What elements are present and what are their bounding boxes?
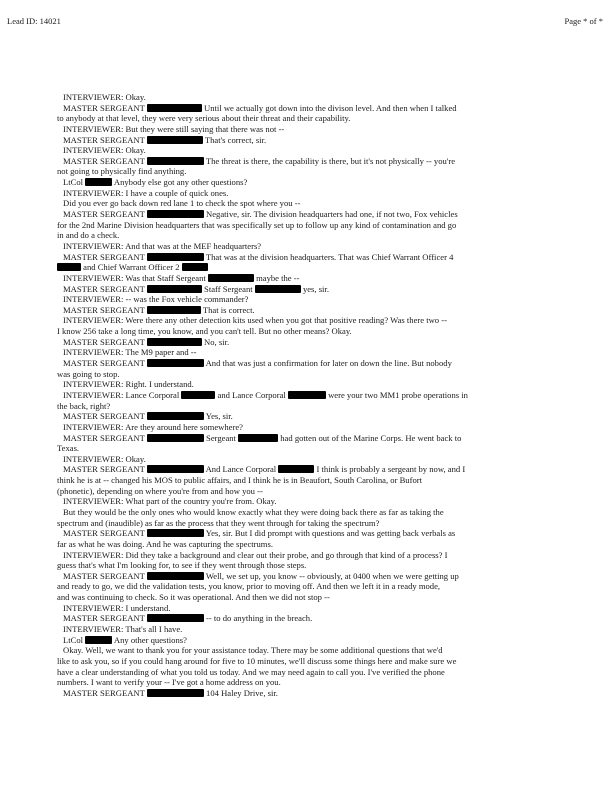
redaction-block — [147, 572, 204, 580]
transcript-line — [57, 443, 601, 454]
transcript-text: like to ask you, so if you could hang around for five to 10 minutes, we'll discuss some things here and make sure we — [57, 655, 457, 666]
transcript-text: Anybody else got any other questions? — [112, 177, 248, 188]
transcript-line — [57, 603, 601, 614]
transcript-text: MASTER SERGEANT — [63, 432, 147, 443]
transcript-text: INTERVIEWER: I understand. — [63, 602, 171, 613]
redaction-block — [147, 359, 204, 367]
transcript-body — [57, 92, 601, 699]
transcript-text: LtCol — [63, 634, 86, 645]
transcript-line — [57, 454, 601, 465]
transcript-text: and Chief Warrant Officer 2 — [81, 262, 182, 273]
transcript-line — [57, 305, 601, 316]
transcript-text: MASTER SERGEANT — [63, 464, 147, 475]
transcript-line — [57, 166, 601, 177]
transcript-text: Until we actually got down into the divison level. And then when I talked — [201, 102, 457, 113]
transcript-text: maybe the -- — [253, 272, 300, 283]
transcript-text: INTERVIEWER: Right. I understand. — [63, 379, 194, 390]
transcript-text: LtCol — [63, 177, 86, 188]
transcript-text: (phonetic), depending on where you're from and how you -- — [57, 485, 263, 496]
transcript-text: not going to physically find anything. — [57, 166, 187, 177]
transcript-text: INTERVIEWER: Lance Corporal — [63, 389, 182, 400]
transcript-text: MASTER SERGEANT — [63, 102, 147, 113]
transcript-text: spectrum and (inaudible) as far as the process that they went through for taking the spectrum? — [57, 517, 380, 528]
redaction-block — [208, 274, 254, 282]
transcript-line — [57, 220, 601, 231]
transcript-text: for the 2nd Marine Division headquarters that was specifically set up to follow up any kind of contamination and go — [57, 219, 457, 230]
redaction-block — [147, 306, 201, 314]
transcript-line — [57, 550, 601, 561]
transcript-line — [57, 135, 601, 146]
transcript-text: to anybody at that level, they were very serious about their threat and their capability. — [57, 113, 351, 124]
transcript-text: MASTER SERGEANT — [63, 304, 147, 315]
transcript-text: MASTER SERGEANT — [63, 528, 147, 539]
transcript-text: And Lance Corporal — [203, 464, 279, 475]
transcript-line — [57, 145, 601, 156]
lead-id-label: Lead ID: 14021 — [7, 16, 61, 26]
transcript-line — [57, 539, 601, 550]
redaction-block — [147, 465, 204, 473]
redaction-block — [147, 338, 202, 346]
transcript-line — [57, 241, 601, 252]
transcript-line — [57, 518, 601, 529]
redaction-block — [85, 636, 112, 644]
transcript-text: I think is probably a sergeant by now, and I — [314, 464, 466, 475]
transcript-text: INTERVIEWER: Okay. — [63, 145, 146, 156]
transcript-text: That's correct, sir. — [202, 134, 267, 145]
transcript-line — [57, 645, 601, 656]
redaction-block — [147, 689, 204, 697]
transcript-text: That is correct. — [200, 304, 255, 315]
transcript-text: MASTER SERGEANT — [63, 358, 147, 369]
transcript-text: INTERVIEWER: The M9 paper and -- — [63, 347, 197, 358]
transcript-line — [57, 315, 601, 326]
transcript-text: INTERVIEWER: Did they take a background and clear out their probe, and go through that kind of a process? I — [63, 549, 448, 560]
redaction-block — [182, 263, 208, 271]
transcript-text: INTERVIEWER: But they were still saying that there was not -- — [63, 123, 285, 134]
transcript-text: Negative, sir. The division headquarters had one, if not two, Fox vehicles — [203, 209, 458, 220]
transcript-text: 104 Haley Drive, sir. — [203, 687, 278, 698]
transcript-text: and was continuing to check. So it was operational. And then we did not stop -- — [57, 592, 330, 603]
transcript-line — [57, 379, 601, 390]
transcript-text: MASTER SERGEANT — [63, 613, 147, 624]
transcript-line — [57, 433, 601, 444]
transcript-line — [57, 209, 601, 220]
redaction-block — [147, 136, 203, 144]
transcript-text: in and do a check. — [57, 230, 120, 241]
transcript-line — [57, 571, 601, 582]
transcript-text: Texas. — [57, 443, 80, 454]
transcript-line — [57, 475, 601, 486]
transcript-line — [57, 496, 601, 507]
transcript-text: MASTER SERGEANT — [63, 155, 147, 166]
transcript-text: Any other questions? — [112, 634, 187, 645]
transcript-line — [57, 422, 601, 433]
redaction-block — [181, 391, 215, 399]
transcript-line — [57, 284, 601, 295]
transcript-text: That was at the division headquarters. That was Chief Warrant Officer 4 — [203, 251, 454, 262]
transcript-line — [57, 294, 601, 305]
transcript-line — [57, 156, 601, 167]
transcript-line — [57, 560, 601, 571]
transcript-text: Yes, sir. — [203, 411, 233, 422]
redaction-block — [147, 253, 204, 261]
transcript-line — [57, 103, 601, 114]
transcript-text: INTERVIEWER: I have a couple of quick ones. — [63, 187, 229, 198]
transcript-text: was going to stop. — [57, 368, 120, 379]
transcript-line — [57, 252, 601, 263]
transcript-text: INTERVIEWER: And that was at the MEF headquarters? — [63, 240, 262, 251]
transcript-line — [57, 528, 601, 539]
transcript-line — [57, 390, 601, 401]
transcript-line — [57, 177, 601, 188]
transcript-text: And that was just a confirmation for later on down the line. But nobody — [203, 358, 452, 369]
transcript-line — [57, 358, 601, 369]
transcript-text: INTERVIEWER: Were there any other detection kits used when you got that positive reading? Was there two -- — [63, 315, 447, 326]
transcript-text: INTERVIEWER: Okay. — [63, 92, 146, 102]
transcript-text: MASTER SERGEANT — [63, 570, 147, 581]
transcript-line — [57, 688, 601, 699]
redaction-block — [147, 104, 202, 112]
transcript-text: MASTER SERGEANT — [63, 251, 147, 262]
transcript-line — [57, 337, 601, 348]
redaction-block — [147, 210, 204, 218]
transcript-text: think he is at -- changed his MOS to public affairs, and I think he is in Beaufort, South Carolina, or Bufort — [57, 475, 423, 486]
redaction-block — [147, 614, 204, 622]
transcript-text: guess that's what I'm looking for, to see if they went through those steps. — [57, 560, 307, 571]
transcript-line — [57, 92, 601, 103]
transcript-line — [57, 507, 601, 518]
redaction-block — [288, 391, 326, 399]
transcript-text: Did you ever go back down red lane 1 to check the spot where you -- — [63, 198, 301, 209]
transcript-text: -- to do anything in the breach. — [203, 613, 313, 624]
transcript-text: Staff Sergeant — [201, 283, 255, 294]
transcript-text: No, sir. — [201, 336, 230, 347]
redaction-block — [147, 434, 204, 442]
transcript-line — [57, 613, 601, 624]
redaction-block — [255, 285, 301, 293]
transcript-line — [57, 230, 601, 241]
transcript-line — [57, 347, 601, 358]
transcript-line — [57, 401, 601, 412]
transcript-text: INTERVIEWER: Was that Staff Sergeant — [63, 272, 208, 283]
transcript-text: had gotten out of the Marine Corps. He went back to — [278, 432, 462, 443]
transcript-text: far as what he was doing. And he was capturing the spectrums. — [57, 538, 273, 549]
transcript-text: MASTER SERGEANT — [63, 209, 147, 220]
transcript-text: MASTER SERGEANT — [63, 687, 147, 698]
redaction-block — [57, 263, 81, 271]
redaction-block — [238, 434, 278, 442]
transcript-text: Okay. Well, we want to thank you for your assistance today. There may be some additional questions that we'd — [63, 645, 443, 656]
transcript-text: and ready to go, we did the validation tests, you know, prior to moving off. And then we left it in a ready mode, — [57, 581, 441, 592]
transcript-line — [57, 262, 601, 273]
transcript-line — [57, 656, 601, 667]
transcript-line — [57, 124, 601, 135]
transcript-line — [57, 113, 601, 124]
transcript-text: I know 256 take a long time, you know, and you can't tell. But no other means? Okay. — [57, 326, 352, 337]
transcript-text: the back, right? — [57, 400, 111, 411]
transcript-text: Yes, sir. But I did prompt with questions and was getting back verbals as — [203, 528, 456, 539]
transcript-text: and Lance Corporal — [215, 389, 288, 400]
redaction-block — [85, 178, 112, 186]
transcript-text: yes, sir. — [300, 283, 329, 294]
transcript-line — [57, 326, 601, 337]
transcript-text: INTERVIEWER: Are they around here somewhere? — [63, 421, 243, 432]
transcript-text: The threat is there, the capability is there, but it's not physically -- you're — [203, 155, 456, 166]
transcript-line — [57, 677, 601, 688]
transcript-text: INTERVIEWER: -- was the Fox vehicle commander? — [63, 294, 249, 305]
transcript-text: MASTER SERGEANT — [63, 283, 147, 294]
redaction-block — [147, 285, 202, 293]
transcript-line — [57, 369, 601, 380]
transcript-line — [57, 667, 601, 678]
transcript-text: INTERVIEWER: That's all I have. — [63, 624, 183, 635]
transcript-line — [57, 581, 601, 592]
transcript-line — [57, 198, 601, 209]
transcript-line — [57, 592, 601, 603]
transcript-text: MASTER SERGEANT — [63, 336, 147, 347]
transcript-line — [57, 464, 601, 475]
transcript-text: INTERVIEWER: Okay. — [63, 453, 146, 464]
transcript-line — [57, 635, 601, 646]
page-number-label: Page * of * — [564, 16, 603, 26]
transcript-text: were your two MM1 probe operations in — [325, 389, 468, 400]
transcript-line — [57, 486, 601, 497]
redaction-block — [147, 412, 204, 420]
transcript-text: Sergeant — [203, 432, 239, 443]
transcript-text: have a clear understanding of what you told us today. And we may need again to call you. I've verified the phone — [57, 666, 445, 677]
transcript-line — [57, 188, 601, 199]
transcript-line — [57, 411, 601, 422]
redaction-block — [278, 465, 314, 473]
redaction-block — [147, 157, 204, 165]
transcript-text: INTERVIEWER: What part of the country you're from. Okay. — [63, 496, 277, 507]
transcript-text: numbers. I want to verify your -- I've got a home address on you. — [57, 677, 281, 688]
transcript-text: MASTER SERGEANT — [63, 411, 147, 422]
transcript-text: Well, we set up, you know -- obviously, at 0400 when we were getting up — [203, 570, 459, 581]
transcript-text: But they would be the only ones who would know exactly what they were doing back there as far as taking the — [63, 506, 444, 517]
transcript-line — [57, 273, 601, 284]
transcript-line — [57, 624, 601, 635]
redaction-block — [147, 529, 204, 537]
transcript-text: MASTER SERGEANT — [63, 134, 147, 145]
